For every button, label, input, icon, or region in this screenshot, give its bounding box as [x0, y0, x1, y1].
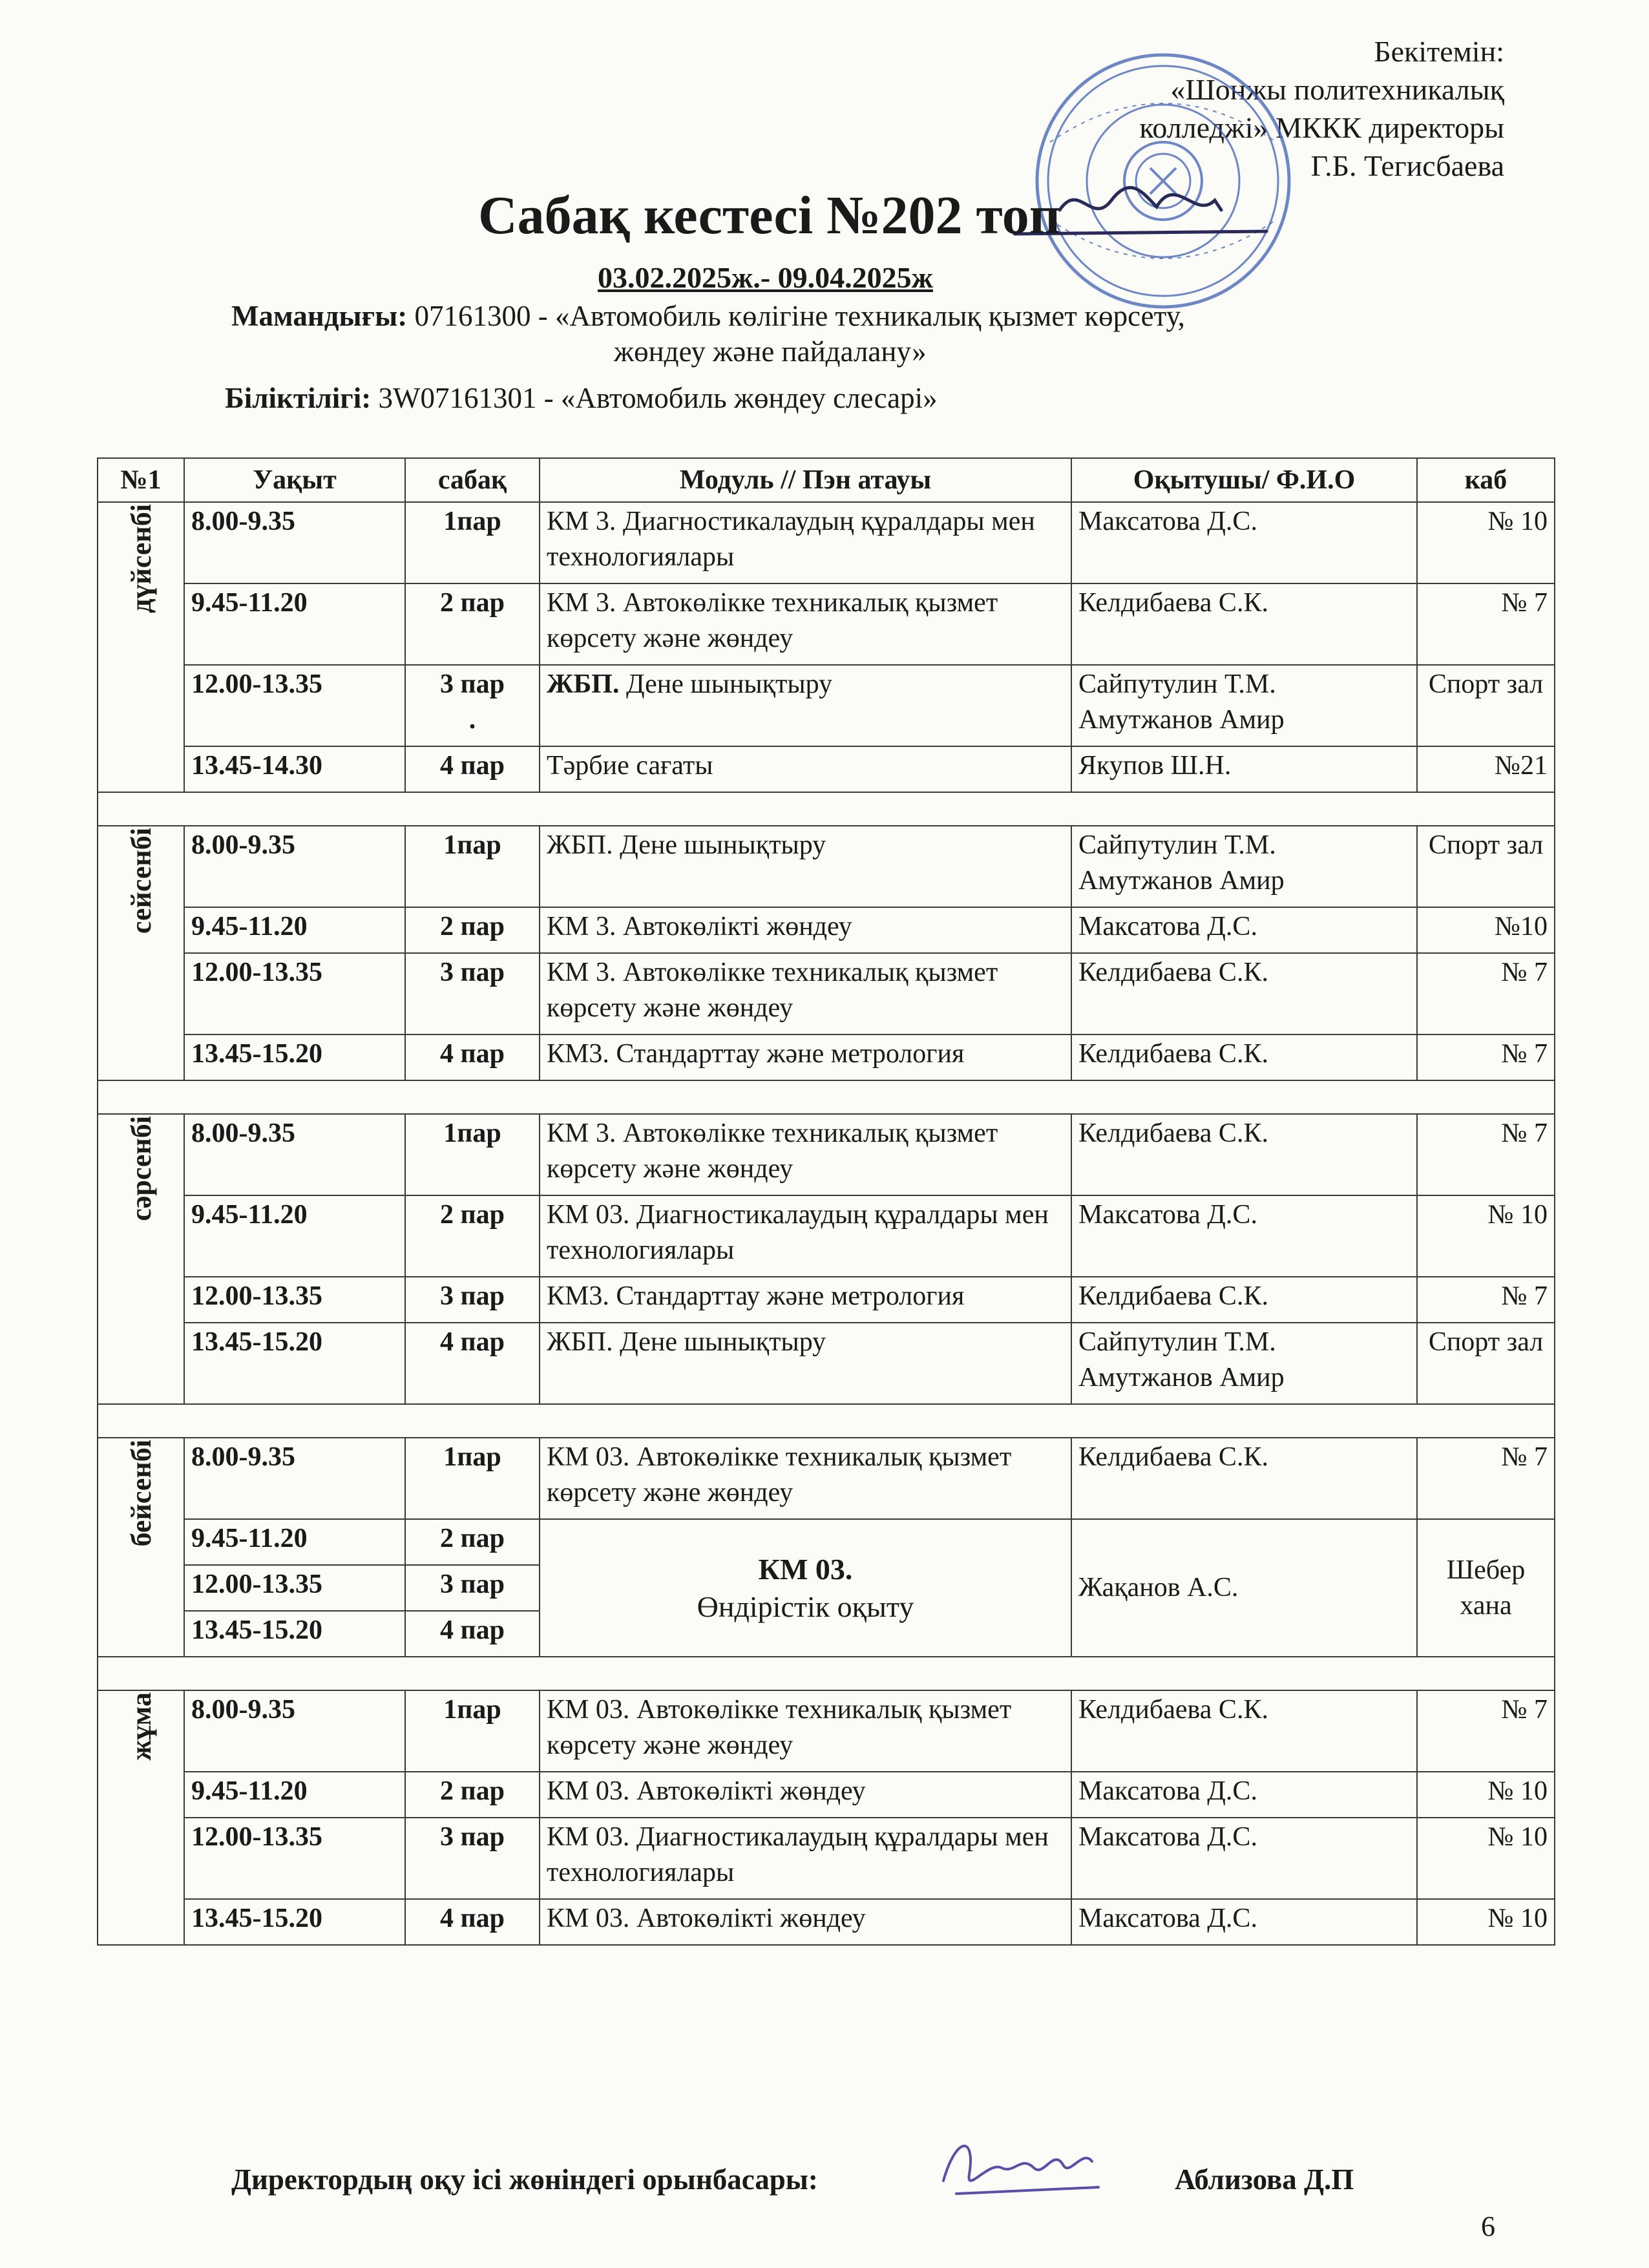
subject-cell [540, 1034, 1071, 1080]
subject-cell [540, 1818, 1071, 1899]
teacher-cell: Максатова Д.С. [1071, 1772, 1417, 1818]
subject-cell [540, 1772, 1071, 1818]
subject-text: КМ 3. Автокөлікті жөндеу [547, 912, 852, 941]
teacher-cell: Келдибаева С.К. [1071, 1114, 1417, 1195]
day-cell [98, 1438, 184, 1657]
subject-text: КМ 3. Автокөлікке техникалық қызмет көрсету және жөндеу [547, 588, 998, 653]
table-header-row [98, 458, 1555, 502]
pair-cell: 1пар [405, 1438, 540, 1519]
room-cell: Спорт зал [1417, 826, 1555, 907]
header-room: каб [1417, 458, 1555, 502]
day-cell [98, 1690, 184, 1945]
teacher-cell: Келдибаева С.К. [1071, 1438, 1417, 1519]
day-separator-cell [98, 1657, 1555, 1690]
subject-cell [540, 502, 1071, 583]
day-label: сәрсенбі [125, 1116, 157, 1221]
qualification-label: Біліктілігі: [225, 382, 372, 414]
subject-cell [540, 907, 1071, 953]
pair-cell: 4 пар [405, 746, 540, 792]
subject-text: КМ 3. Автокөлікке техникалық қызмет көрсету және жөндеу [547, 958, 998, 1023]
room-cell: № 7 [1417, 953, 1555, 1034]
schedule-table [97, 457, 1555, 1946]
table-row [98, 1114, 1555, 1195]
merged-subject-cell [540, 1519, 1071, 1657]
room-cell: № 10 [1417, 502, 1555, 583]
pair-cell: 3 пар [405, 953, 540, 1034]
teacher-cell: Максатова Д.С. [1071, 502, 1417, 583]
teacher-cell: Келдибаева С.К. [1071, 1277, 1417, 1323]
header-number: №1 [98, 458, 184, 502]
table-row [98, 665, 1555, 746]
teacher-cell: Максатова Д.С. [1071, 1899, 1417, 1945]
footer-label: Директордың оқу ісі жөніндегі орынбасары: [231, 2163, 818, 2196]
room-cell: № 7 [1417, 1034, 1555, 1080]
pair-cell: 1пар [405, 502, 540, 583]
time-cell: 9.45-11.20 [184, 1772, 405, 1818]
subject-cell [540, 665, 1071, 746]
day-label: дүйсенбі [125, 504, 157, 613]
table-row [98, 826, 1555, 907]
pair-cell: 3 пар [405, 1818, 540, 1899]
teacher-cell: Сайпутулин Т.М. Амутжанов Амир [1071, 1323, 1417, 1404]
pair-cell: 2 пар [405, 1772, 540, 1818]
day-separator-row [98, 1404, 1555, 1438]
table-row [98, 907, 1555, 953]
table-row [98, 1519, 1555, 1565]
header-time: Уақыт [184, 458, 405, 502]
time-cell: 13.45-15.20 [184, 1034, 405, 1080]
college-stamp-icon [989, 45, 1338, 317]
subject-cell [540, 1438, 1071, 1519]
subject-text: КМ3. Стандарттау және метрология [547, 1281, 965, 1311]
teacher-cell: Келдибаева С.К. [1071, 1690, 1417, 1772]
time-cell: 12.00-13.35 [184, 665, 405, 746]
table-row [98, 1772, 1555, 1818]
subject-text: Дене шынықтыру [619, 669, 833, 699]
time-cell: 12.00-13.35 [184, 1565, 405, 1611]
specialty-value-1: 07161300 - «Автомобиль көлігіне техникалық қызмет көрсету, [407, 300, 1185, 332]
time-cell: 13.45-15.20 [184, 1323, 405, 1404]
day-separator-cell [98, 1404, 1555, 1438]
room-cell: Спорт зал [1417, 665, 1555, 746]
pair-cell: 3 пар [405, 1565, 540, 1611]
room-cell: № 7 [1417, 1690, 1555, 1772]
teacher-cell: Келдибаева С.К. [1071, 1034, 1417, 1080]
merged-subject-line-1: КМ 03. [758, 1552, 853, 1586]
page-title: Сабақ кестесі №202 топ [478, 185, 1061, 246]
table-row [98, 1034, 1555, 1080]
approval-line-2: «Шонжы политехникалық [1170, 73, 1504, 106]
subject-cell [540, 1277, 1071, 1323]
time-cell: 8.00-9.35 [184, 1114, 405, 1195]
room-cell: № 7 [1417, 1277, 1555, 1323]
day-separator-cell [98, 1080, 1555, 1114]
day-separator-row [98, 1657, 1555, 1690]
teacher-cell: Сайпутулин Т.М. Амутжанов Амир [1071, 826, 1417, 907]
time-cell: 9.45-11.20 [184, 583, 405, 665]
teacher-cell: Келдибаева С.К. [1071, 583, 1417, 665]
subject-text: КМ 03. Диагностикалаудың құралдары мен технологиялары [547, 1822, 1049, 1887]
pair-cell: 4 пар [405, 1034, 540, 1080]
pair-cell: 3 пар [405, 1277, 540, 1323]
specialty-value-2: жөндеу және пайдалану» [614, 335, 927, 368]
day-cell [98, 1114, 184, 1404]
day-separator-row [98, 792, 1555, 826]
room-cell: № 7 [1417, 1114, 1555, 1195]
time-cell: 12.00-13.35 [184, 1818, 405, 1899]
header-subject: Модуль // Пэн атауы [540, 458, 1071, 502]
time-cell: 9.45-11.20 [184, 907, 405, 953]
specialty [231, 297, 1185, 335]
subject-cell [540, 826, 1071, 907]
merged-subject-line-2: Өндірістік оқыту [697, 1590, 914, 1623]
table-row [98, 1818, 1555, 1899]
room-cell: № 10 [1417, 1195, 1555, 1277]
specialty-label: Мамандығы: [231, 300, 408, 332]
time-cell: 8.00-9.35 [184, 826, 405, 907]
pair-cell: 4 пар [405, 1323, 540, 1404]
table-row [98, 1690, 1555, 1772]
teacher-cell: Максатова Д.С. [1071, 907, 1417, 953]
pair-cell: 2 пар [405, 1519, 540, 1565]
time-cell: 12.00-13.35 [184, 1277, 405, 1323]
pair-cell: 1пар [405, 826, 540, 907]
qualification-value: 3W07161301 - «Автомобиль жөндеу слесарі» [371, 382, 938, 414]
subject-cell [540, 1195, 1071, 1277]
pair-cell: 4 пар [405, 1899, 540, 1945]
approval-line-4: Г.Б. Тегисбаева [1310, 149, 1504, 182]
teacher-cell: Максатова Д.С. [1071, 1818, 1417, 1899]
time-cell: 13.45-15.20 [184, 1611, 405, 1657]
subject-cell [540, 953, 1071, 1034]
subject-text: КМ 03. Автокөлікті жөндеу [547, 1776, 866, 1806]
time-cell: 8.00-9.35 [184, 1438, 405, 1519]
pair-cell: 1пар [405, 1114, 540, 1195]
room-cell: Спорт зал [1417, 1323, 1555, 1404]
subject-text: КМ 3. Диагностикалаудың құралдары мен технологиялары [547, 507, 1035, 572]
day-separator-row [98, 1080, 1555, 1114]
subject-text: КМ 03. Автокөлікті жөндеу [547, 1904, 866, 1933]
subject-cell [540, 1114, 1071, 1195]
subject-text: ЖБП. Дене шынықтыру [547, 830, 826, 860]
footer-name: Аблизова Д.П [1175, 2163, 1354, 2196]
pair-cell: 2 пар [405, 583, 540, 665]
table-row [98, 1277, 1555, 1323]
date-range: 03.02.2025ж.- 09.04.2025ж [598, 261, 934, 294]
pair-cell: 2 пар [405, 1195, 540, 1277]
day-label: сейсенбі [125, 828, 157, 934]
room-cell: Шебер хана [1417, 1519, 1555, 1657]
day-label: бейсенбі [125, 1440, 157, 1547]
pair-cell: 3 пар . [405, 665, 540, 746]
subject-text: КМ 3. Автокөлікке техникалық қызмет көрсету және жөндеу [547, 1118, 998, 1184]
subject-text: КМ 03. Автокөлікке техникалық қызмет көрсету және жөндеу [547, 1695, 1012, 1760]
time-cell: 8.00-9.35 [184, 502, 405, 583]
subject-text: КМ 03. Автокөлікке техникалық қызмет көрсету және жөндеу [547, 1442, 1012, 1507]
subject-cell [540, 1899, 1071, 1945]
subject-cell [540, 583, 1071, 665]
pair-cell: 2 пар [405, 907, 540, 953]
subject-text: КМ 03. Диагностикалаудың құралдары мен технологиялары [547, 1200, 1049, 1265]
room-cell: № 7 [1417, 583, 1555, 665]
time-cell: 8.00-9.35 [184, 1690, 405, 1772]
signature-icon [930, 2123, 1111, 2213]
page-number: 6 [1481, 2210, 1495, 2242]
room-cell: №10 [1417, 907, 1555, 953]
time-cell: 9.45-11.20 [184, 1195, 405, 1277]
time-cell: 13.45-14.30 [184, 746, 405, 792]
table-row [98, 1323, 1555, 1404]
day-label: жұма [125, 1692, 157, 1761]
table-row [98, 1195, 1555, 1277]
teacher-cell: Сайпутулин Т.М. Амутжанов Амир [1071, 665, 1417, 746]
subject-text: ЖБП. Дене шынықтыру [547, 1327, 826, 1357]
teacher-cell: Келдибаева С.К. [1071, 953, 1417, 1034]
table-row [98, 953, 1555, 1034]
day-separator-cell [98, 792, 1555, 826]
day-cell [98, 502, 184, 792]
subject-cell [540, 1323, 1071, 1404]
subject-text: КМ3. Стандарттау және метрология [547, 1039, 965, 1069]
room-cell: № 10 [1417, 1818, 1555, 1899]
subject-prefix: ЖБП. [547, 669, 620, 699]
room-cell: №21 [1417, 746, 1555, 792]
teacher-cell: Якупов Ш.Н. [1071, 746, 1417, 792]
room-cell: № 10 [1417, 1899, 1555, 1945]
subject-cell [540, 746, 1071, 792]
pair-cell: 1пар [405, 1690, 540, 1772]
pair-cell: 4 пар [405, 1611, 540, 1657]
subject-cell [540, 1690, 1071, 1772]
header-teacher: Оқытушы/ Ф.И.О [1071, 458, 1417, 502]
header-lesson: сабақ [405, 458, 540, 502]
table-row [98, 502, 1555, 583]
room-cell: № 7 [1417, 1438, 1555, 1519]
table-row [98, 746, 1555, 792]
time-cell: 12.00-13.35 [184, 953, 405, 1034]
day-cell [98, 826, 184, 1080]
approval-line-1: Бекітемін: [1374, 35, 1504, 68]
teacher-cell: Жақанов А.С. [1071, 1519, 1417, 1657]
table-row [98, 1899, 1555, 1945]
teacher-cell: Максатова Д.С. [1071, 1195, 1417, 1277]
table-row [98, 583, 1555, 665]
time-cell: 9.45-11.20 [184, 1519, 405, 1565]
subject-text: Тәрбие сағаты [547, 751, 713, 781]
approval-line-3: колледжі» МККК директоры [1139, 111, 1504, 144]
qualification [225, 381, 938, 415]
room-cell: № 10 [1417, 1772, 1555, 1818]
table-row [98, 1438, 1555, 1519]
time-cell: 13.45-15.20 [184, 1899, 405, 1945]
